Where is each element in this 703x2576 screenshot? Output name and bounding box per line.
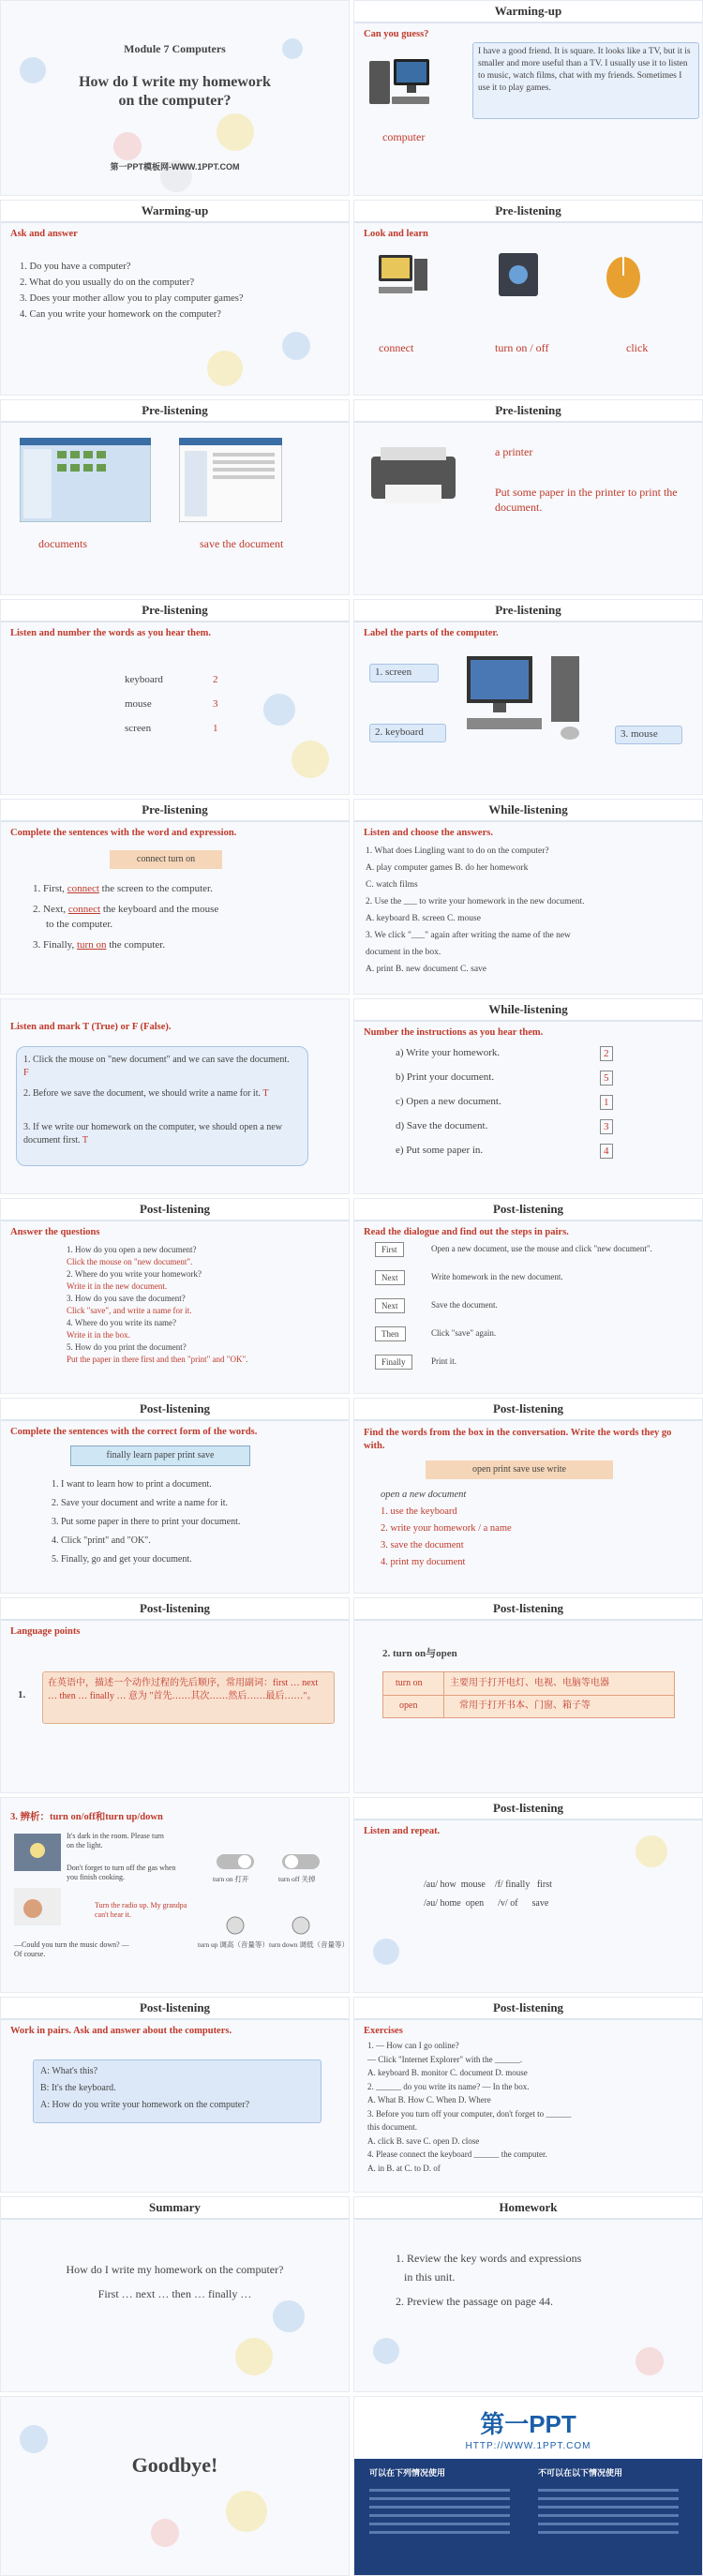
- sentence-1: 1. First, connect the screen to the computer.: [33, 883, 213, 894]
- step-label: Next: [375, 1298, 405, 1313]
- match-list: [381, 1487, 512, 1571]
- row2-desc: 常用于打开书本、门窗、箱子等: [459, 1700, 591, 1711]
- slide-subtitle: Find the words from the box in the conversation. Write the words they go with.: [364, 1428, 672, 1451]
- save-dialog-screenshot: [179, 438, 282, 522]
- qa-line: Click the mouse on "new document".: [67, 1257, 193, 1266]
- slide-pre-1: [353, 200, 703, 396]
- question-list: [20, 259, 244, 322]
- slide-subtitle: Language points: [10, 1626, 81, 1637]
- exercise-line: A. What B. How C. When D. Where: [367, 2095, 491, 2104]
- step-text: Save the document.: [431, 1300, 498, 1310]
- slide-subtitle: Work in pairs. Ask and answer about the computers.: [10, 2026, 232, 2036]
- slide-pre-2: [0, 399, 350, 595]
- step-label: Next: [375, 1270, 405, 1285]
- instruction-number: 3: [600, 1119, 613, 1134]
- volume-down-icon: [292, 1916, 310, 1935]
- slide-post-8: [353, 1797, 703, 1993]
- slide-subtitle: Can you guess?: [364, 29, 429, 39]
- volume-up-icon: [226, 1916, 245, 1935]
- choice-list: [366, 843, 585, 978]
- slide-header: Post-listening: [1, 1998, 349, 2020]
- summary-line-2: First … next … then … finally …: [97, 2287, 252, 2300]
- slide-header: Pre-listening: [1, 800, 349, 822]
- slide-subtitle: Answer the questions: [10, 1227, 100, 1237]
- slide-post-4: [353, 1398, 703, 1594]
- slide-header: Pre-listening: [1, 600, 349, 622]
- slide-header: Pre-listening: [354, 600, 702, 622]
- slide-post-9: [0, 1997, 350, 2193]
- switch-on-icon: [217, 1854, 254, 1869]
- slide-title-line1: How do I write my homework: [79, 74, 271, 90]
- slide-subtitle: Look and learn: [364, 229, 428, 239]
- choice-line: 2. Use the ___ to write your homework in the new document.: [366, 897, 585, 906]
- word-save-document: save the document: [200, 537, 284, 550]
- slide-post-5: [0, 1597, 350, 1793]
- slide-subtitle: Ask and answer: [10, 229, 78, 239]
- qa-line: Write it in the new document.: [67, 1281, 168, 1291]
- fill-line: 2. Save your document and write a name for it.: [52, 1498, 228, 1508]
- label-keyboard-text: 2. keyboard: [375, 726, 424, 738]
- slide-header: Post-listening: [1, 1399, 349, 1421]
- slide-header: Homework: [354, 2197, 702, 2220]
- homework-2: 2. Preview the passage on page 44.: [396, 2295, 553, 2308]
- statement-1: 1. Click the mouse on "new document" and we can save the document. F: [23, 1055, 290, 1078]
- license-panel: [354, 2459, 702, 2575]
- slide-header: Pre-listening: [354, 400, 702, 423]
- click-image: [600, 249, 647, 301]
- qa-line: Click "save", and write a name for it.: [67, 1306, 192, 1315]
- step-text: Open a new document, use the mouse and click "new document".: [431, 1244, 652, 1253]
- printer-description: Put some paper in the printer to print the document.: [495, 486, 678, 514]
- qa-line: 3. How do you save the document?: [67, 1294, 186, 1303]
- slide-header: While-listening: [354, 999, 702, 1022]
- radio-image: [14, 1888, 61, 1925]
- slide-while-1: [353, 799, 703, 995]
- word-item: mouse: [125, 698, 152, 710]
- slide-subtitle: Complete the sentences with the word and expression.: [10, 828, 237, 838]
- label-screen-text: 1. screen: [375, 666, 412, 678]
- slide-subtitle: Listen and repeat.: [364, 1826, 441, 1836]
- label-mouse-text: 3. mouse: [621, 728, 658, 740]
- turn-on-image: [495, 249, 542, 301]
- slide-header: Pre-listening: [1, 400, 349, 423]
- slide-while-2: [0, 998, 350, 1194]
- choice-line: A. play computer games B. do her homework: [366, 863, 529, 873]
- exercise-list: [367, 2039, 571, 2175]
- instruction-item: e) Put some paper in.: [396, 1145, 484, 1156]
- fill-list: [52, 1475, 240, 1569]
- exercise-line: 3. Before you turn off your computer, don't forget to ______: [367, 2108, 572, 2119]
- exercise-line: A. in B. at C. to D. of: [367, 2163, 441, 2173]
- summary-line-1: How do I write my homework on the computer?: [66, 2263, 284, 2276]
- slide-warming-1: [353, 0, 703, 196]
- slide-header: Post-listening: [1, 1199, 349, 1221]
- printer-image: [362, 438, 465, 513]
- dialogue-line: B: It's the keyboard.: [40, 2083, 116, 2093]
- slide-pre-6: [0, 799, 350, 995]
- word-bank: finally learn paper print save: [70, 1445, 250, 1466]
- slide-subtitle: Label the parts of the computer.: [364, 628, 499, 638]
- exercise-line: 2. ______ do you write its name? — In the box.: [367, 2081, 530, 2091]
- slide-title: [0, 0, 350, 196]
- sentence-3: 3. Finally, turn on the computer.: [33, 939, 166, 951]
- row2-term: open: [399, 1700, 418, 1711]
- question-item: 4. Can you write your homework on the computer?: [20, 309, 221, 320]
- word-number: 2: [213, 674, 218, 685]
- slide-header: Warming-up: [354, 1, 702, 23]
- slide-subtitle: 2. turn on与open: [382, 1648, 457, 1659]
- exercise-line: A. click B. save C. open D. close: [367, 2135, 480, 2146]
- homework-1: 1. Review the key words and expressions: [396, 2252, 582, 2265]
- fill-line: 4. Click "print" and "OK".: [52, 1535, 151, 1546]
- step-text: Print it.: [431, 1356, 457, 1366]
- slide-subtitle: Listen and choose the answers.: [364, 828, 493, 838]
- slide-subtitle: Listen and mark T (True) or F (False).: [10, 1022, 172, 1032]
- connect-image: [375, 249, 431, 301]
- slide-summary: [0, 2196, 350, 2392]
- row1-desc: 主要用于打开电灯、电视、电脑等电器: [450, 1678, 609, 1688]
- choice-line: C. watch films: [366, 880, 418, 890]
- word-number: 1: [213, 723, 218, 734]
- word-bank: connect turn on: [110, 850, 222, 869]
- slide-header: Post-listening: [354, 1798, 702, 1820]
- match-line: 1. use the keyboard: [381, 1506, 457, 1517]
- slide-header: Warming-up: [1, 201, 349, 223]
- word-item: keyboard: [125, 674, 163, 685]
- question-item: 1. Do you have a computer?: [20, 262, 131, 272]
- kw-turn-off: turn off 关掉: [278, 1875, 316, 1883]
- statement-2: 2. Before we save the document, we should write a name for it. T: [23, 1088, 269, 1099]
- slide-pre-3: [353, 399, 703, 595]
- exercise-line: A. keyboard B. monitor C. document D. mouse: [367, 2068, 528, 2077]
- slide-header: Post-listening: [354, 1399, 702, 1421]
- slide-goodbye: [0, 2396, 350, 2576]
- qa-line: 1. How do you open a new document?: [67, 1245, 197, 1254]
- instruction-number: 4: [600, 1144, 613, 1159]
- slide-header: Post-listening: [1, 1598, 349, 1621]
- answer-label: computer: [382, 130, 426, 143]
- slide-pre-4: [0, 599, 350, 795]
- phonics-line: /əu/ home open /v/ of save: [424, 1898, 549, 1909]
- module-label: Module 7 Computers: [124, 42, 226, 55]
- brand-logo: 第一PPT: [480, 2410, 576, 2438]
- slide-header: Post-listening: [354, 1199, 702, 1221]
- choice-line: A. print B. new document C. save: [366, 965, 487, 974]
- slide-header: Post-listening: [354, 1598, 702, 1621]
- slide-header: Post-listening: [354, 1998, 702, 2020]
- slide-title-line2: on the computer?: [118, 93, 232, 109]
- exercise-line: 4. Please connect the keyboard ______ the computer.: [367, 2149, 547, 2159]
- step-text: Write homework in the new document.: [431, 1272, 563, 1281]
- instruction-item: a) Write your homework.: [396, 1047, 501, 1058]
- fill-line: 5. Finally, go and get your document.: [52, 1554, 192, 1565]
- word-click: click: [626, 341, 649, 354]
- sentence-2: 2. Next, connect the keyboard and the mouse: [33, 904, 219, 915]
- site-label: 第一PPT模板网-WWW.1PPT.COM: [110, 162, 240, 172]
- switch-off-icon: [282, 1854, 320, 1869]
- slide-subtitle: Complete the sentences with the correct form of the words.: [10, 1427, 258, 1437]
- slide-subtitle: Listen and number the words as you hear them.: [10, 628, 212, 638]
- slide-post-10: [353, 1997, 703, 2193]
- qa-line: Put the paper in there first and then "print" and "OK".: [67, 1355, 248, 1364]
- fill-line: 1. I want to learn how to print a document.: [52, 1479, 212, 1490]
- qa-line: 4. Where do you write its name?: [67, 1318, 177, 1327]
- computer-diagram: [467, 652, 607, 746]
- slide-pre-5: [353, 599, 703, 795]
- qa-line: 5. How do you print the document?: [67, 1342, 187, 1352]
- slide-subtitle: Read the dialogue and find out the steps in pairs.: [364, 1227, 569, 1237]
- match-line: 4. print my document: [381, 1557, 466, 1567]
- slide-subtitle: Number the instructions as you hear them.: [364, 1027, 544, 1038]
- point-text: 在英语中，描述一个动作过程的先后顺序，常用副词：first … next … then … finally … 意为 "首先……其次……然后……最后……"。: [48, 1678, 319, 1701]
- slide-subtitle: Exercises: [364, 2026, 403, 2036]
- printer-label: a printer: [495, 445, 533, 458]
- instruction-number: 5: [600, 1071, 613, 1086]
- slide-warming-2: [0, 200, 350, 396]
- match-line: 3. save the document: [381, 1540, 464, 1550]
- sentence-2b: to the computer.: [46, 919, 113, 930]
- choice-line: 1. What does Lingling want to do on the computer?: [366, 846, 549, 856]
- slide-post-6: [353, 1597, 703, 1793]
- instruction-item: d) Save the document.: [396, 1120, 488, 1131]
- example-4: —Could you turn the music down? —Of course.: [14, 1940, 129, 1958]
- word-bank: open print save use write: [426, 1460, 613, 1479]
- example-2: Don't forget to turn off the gas when you finish cooking.: [67, 1864, 176, 1881]
- slide-header: While-listening: [354, 800, 702, 822]
- slide-post-3: [0, 1398, 350, 1594]
- word-documents: documents: [38, 537, 87, 550]
- license-right-title: 不可以在以下情况使用: [538, 2468, 623, 2478]
- brand-url: HTTP://WWW.1PPT.COM: [465, 2441, 591, 2451]
- slide-homework: [353, 2196, 703, 2392]
- exercise-line: 1. — How can I go online?: [367, 2041, 459, 2050]
- choice-line: 3. We click "___" again after writing the name of the new: [366, 931, 571, 940]
- slide-post-1: [0, 1198, 350, 1394]
- slide-brand: [353, 2396, 703, 2576]
- statement-3: 3. If we write our homework on the computer, we should open a new document first. T: [23, 1122, 282, 1146]
- word-item: screen: [125, 723, 152, 734]
- qa-line: Write it in the box.: [67, 1330, 130, 1340]
- riddle-text: I have a good friend. It is square. It looks like a TV, but it is smaller and more useful than a TV. I usually use it to listen to music, watch films, chat with my friends. Sometimes I use it to play games.: [478, 47, 691, 93]
- question-item: 2. What do you usually do on the computer?: [20, 277, 195, 288]
- word-turn-on-off: turn on / off: [495, 341, 549, 354]
- slide-subtitle: 3. 辨析：turn on/off和turn up/down: [10, 1812, 163, 1822]
- kw-turn-down: turn down 调低（音量等）: [269, 1940, 349, 1949]
- slide-while-3: [353, 998, 703, 1194]
- homework-1b: in this unit.: [396, 2270, 456, 2284]
- slide-header: Summary: [1, 2197, 349, 2220]
- example-3: Turn the radio up. My grandpa can't hear it.: [95, 1901, 187, 1919]
- exercise-line: this document.: [367, 2122, 417, 2132]
- word-connect: connect: [379, 341, 414, 354]
- kw-turn-up: turn up 调高（音量等）: [198, 1940, 269, 1949]
- instruction-number: 1: [600, 1095, 613, 1110]
- example-1: It's dark in the room. Please turn on the light.: [67, 1832, 164, 1850]
- match-line: open a new document: [381, 1490, 467, 1500]
- instruction-item: c) Open a new document.: [396, 1096, 501, 1107]
- slide-post-2: [353, 1198, 703, 1394]
- kw-turn-on: turn on 打开: [213, 1875, 249, 1883]
- match-line: 2. write your homework / a name: [381, 1523, 512, 1534]
- license-left-title: 可以在下列情况使用: [369, 2468, 446, 2478]
- qa-list: [67, 1244, 247, 1366]
- computer-image: [367, 55, 433, 113]
- row1-term: turn on: [396, 1678, 423, 1688]
- dialogue-line: A: What's this?: [40, 2066, 98, 2076]
- fill-line: 3. Put some paper in there to print your document.: [52, 1517, 241, 1527]
- point-number: 1.: [18, 1689, 26, 1700]
- choice-line: document in the box.: [366, 948, 441, 957]
- word-number: 3: [213, 698, 218, 710]
- step-label: First: [375, 1242, 404, 1257]
- slide-post-7: [0, 1797, 350, 1993]
- step-label: Finally: [375, 1355, 412, 1370]
- step-label: Then: [375, 1326, 406, 1341]
- exercise-line: — Click "Internet Explorer" with the ______.: [367, 2054, 523, 2064]
- step-text: Click "save" again.: [431, 1328, 497, 1338]
- phonics-line: /au/ how mouse /f/ finally first: [424, 1880, 552, 1890]
- slide-header: Pre-listening: [354, 201, 702, 223]
- room-image: [14, 1834, 61, 1871]
- instruction-number: 2: [600, 1046, 613, 1061]
- question-item: 3. Does your mother allow you to play computer games?: [20, 293, 244, 304]
- dialogue-line: A: How do you write your homework on the computer?: [40, 2100, 250, 2110]
- choice-line: A. keyboard B. screen C. mouse: [366, 914, 481, 923]
- qa-line: 2. Where do you write your homework?: [67, 1269, 202, 1279]
- instruction-item: b) Print your document.: [396, 1071, 495, 1083]
- documents-screenshot: [20, 438, 151, 522]
- goodbye-text: Goodbye!: [131, 2453, 218, 2477]
